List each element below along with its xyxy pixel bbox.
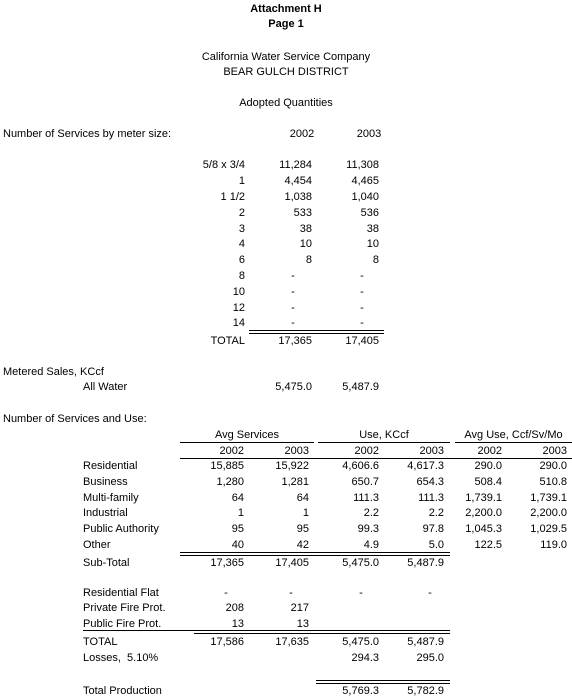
meter-value-2003: 11,308 [346,159,379,171]
meter-size-label: 1 1/2 [220,191,245,203]
cell: 1,029.5 [530,523,567,535]
meter-value-2002: 10 [299,238,312,250]
meter-value-2002: - [291,286,295,298]
meter-value-2003: 1,040 [351,191,379,203]
row-label: Sub-Total [83,557,130,569]
metered-sales-title: Metered Sales, KCcf [3,366,104,378]
total-rule [194,630,450,634]
meter-size-label: 1 [238,175,245,187]
year-header: 2002 [219,445,244,457]
row-label: Business [83,476,128,488]
group-header-avg-services: Avg Services [215,429,279,441]
report-subtitle: Adopted Quantities [239,97,333,109]
meter-value-2003: - [360,286,364,298]
cell: 2.2 [428,507,444,519]
cell: 5,475.0 [342,636,379,648]
row-label: Total Production [83,685,162,697]
district-name: BEAR GULCH DISTRICT [223,66,349,78]
row-label: Industrial [83,507,128,519]
meter-value-2002: 533 [293,207,312,219]
group-header-use-kccf: Use, KCcf [359,429,409,441]
cell: 4,606.6 [342,460,379,472]
cell: 290.0 [539,460,567,472]
meter-size-label: 12 [232,302,245,314]
meter-size-label: 10 [232,286,245,298]
cell: 40 [231,539,244,551]
group-rule [455,442,572,443]
cell: 95 [296,523,309,535]
cell: - [359,587,363,599]
header-rule [180,458,572,459]
cell: 2,200.0 [530,507,567,519]
meter-total-label: TOTAL [210,335,245,347]
row-label: Public Fire Prot. [83,618,162,630]
cell: 5,475.0 [342,557,379,569]
row-label: Private Fire Prot. [83,602,166,614]
meter-value-2003: 4,465 [351,175,379,187]
meter-size-label: 6 [238,254,245,266]
cell: - [224,587,228,599]
meter-total-rule [249,330,384,334]
cell: 1,045.3 [465,523,502,535]
year-header: 2002 [354,445,379,457]
metered-sales-2002: 5,475.0 [275,381,312,393]
year-header: 2003 [542,445,567,457]
cell: 1,739.1 [530,492,567,504]
meter-value-2002: 38 [299,223,312,235]
meter-size-label: 3 [238,223,245,235]
row-label: Other [83,539,111,551]
meter-value-2003: - [360,317,364,329]
company-name: California Water Service Company [201,51,371,63]
year-header: 2003 [419,445,444,457]
meter-size-label: 2 [238,207,245,219]
meter-year-2003: 2003 [356,128,382,140]
year-header: 2003 [284,445,309,457]
cell: - [428,587,432,599]
meter-value-2003: 38 [366,223,379,235]
cell: 5,769.3 [342,685,379,697]
group-rule [318,442,450,443]
meter-value-2003: - [360,270,364,282]
cell: 17,405 [275,557,309,569]
production-rule [316,680,450,684]
cell: 42 [296,539,309,551]
meter-size-label: 5/8 x 3/4 [202,159,245,171]
metered-sales-2003: 5,487.9 [342,381,379,393]
metered-sales-label: All Water [83,381,128,393]
cell: 654.3 [416,476,444,488]
cell: 295.0 [416,652,444,664]
group-rule [180,442,314,443]
cell: 1,281 [281,476,309,488]
meter-section-title: Number of Services by meter size: [3,128,172,140]
cell: 5,487.9 [407,636,444,648]
cell: 290.0 [474,460,502,472]
cell: 95 [231,523,244,535]
cell: 13 [231,618,244,630]
year-header: 2002 [477,445,502,457]
row-label: Residential [83,460,138,472]
cell: 1 [302,507,309,519]
cell: 111.3 [418,492,444,504]
cell: 99.3 [357,523,379,535]
row-label: Losses, 5.10% [83,652,159,664]
cell: 650.7 [351,476,379,488]
row-label: Residential Flat [83,587,159,599]
cell: 5,487.9 [407,557,444,569]
meter-year-2002: 2002 [289,128,315,140]
cell: 111.3 [353,492,379,504]
meter-value-2002: - [291,317,295,329]
cell: 64 [231,492,244,504]
cell: 13 [296,618,309,630]
meter-total-2002: 17,365 [278,335,312,347]
page-number: Page 1 [268,18,304,30]
cell: 5,782.9 [407,685,444,697]
row-label: Public Authority [83,523,159,535]
cell: 2.2 [363,507,379,519]
cell: 2,200.0 [465,507,502,519]
meter-value-2003: - [360,302,364,314]
cell: 508.4 [474,476,502,488]
group-header-avg-use: Avg Use, Ccf/Sv/Mo [464,429,563,441]
cell: 1,739.1 [465,492,502,504]
meter-value-2003: 8 [372,254,379,266]
meter-value-2002: 8 [305,254,312,266]
row-label: TOTAL [83,636,118,648]
meter-value-2002: - [291,302,295,314]
cell: 97.8 [422,523,444,535]
label-underline [83,630,194,631]
cell: 17,586 [210,636,244,648]
cell: - [289,587,293,599]
attachment-title: Attachment H [250,3,322,15]
cell: 64 [296,492,309,504]
meter-total-2003: 17,405 [345,335,379,347]
meter-value-2002: 11,284 [279,159,312,171]
meter-value-2003: 10 [366,238,379,250]
meter-value-2002: - [291,270,295,282]
cell: 4.9 [363,539,379,551]
meter-size-label: 14 [232,317,245,329]
row-label: Multi-family [83,492,139,504]
cell: 119.0 [540,539,567,551]
meter-size-label: 8 [238,270,245,282]
cell: 17,365 [210,557,244,569]
cell: 5.0 [428,539,444,551]
cell: 510.8 [539,476,567,488]
cell: 208 [225,602,244,614]
cell: 4,617.3 [407,460,444,472]
cell: 15,885 [210,460,244,472]
cell: 1 [237,507,244,519]
meter-size-label: 4 [238,238,245,250]
cell: 294.3 [351,652,379,664]
cell: 217 [290,602,309,614]
services-use-title: Number of Services and Use: [3,413,147,425]
cell: 15,922 [275,460,309,472]
meter-value-2002: 1,038 [284,191,312,203]
meter-value-2002: 4,454 [284,175,312,187]
meter-value-2003: 536 [360,207,379,219]
subtotal-rule [180,552,450,556]
cell: 17,635 [275,636,309,648]
cell: 122.5 [474,539,502,551]
cell: 1,280 [216,476,244,488]
